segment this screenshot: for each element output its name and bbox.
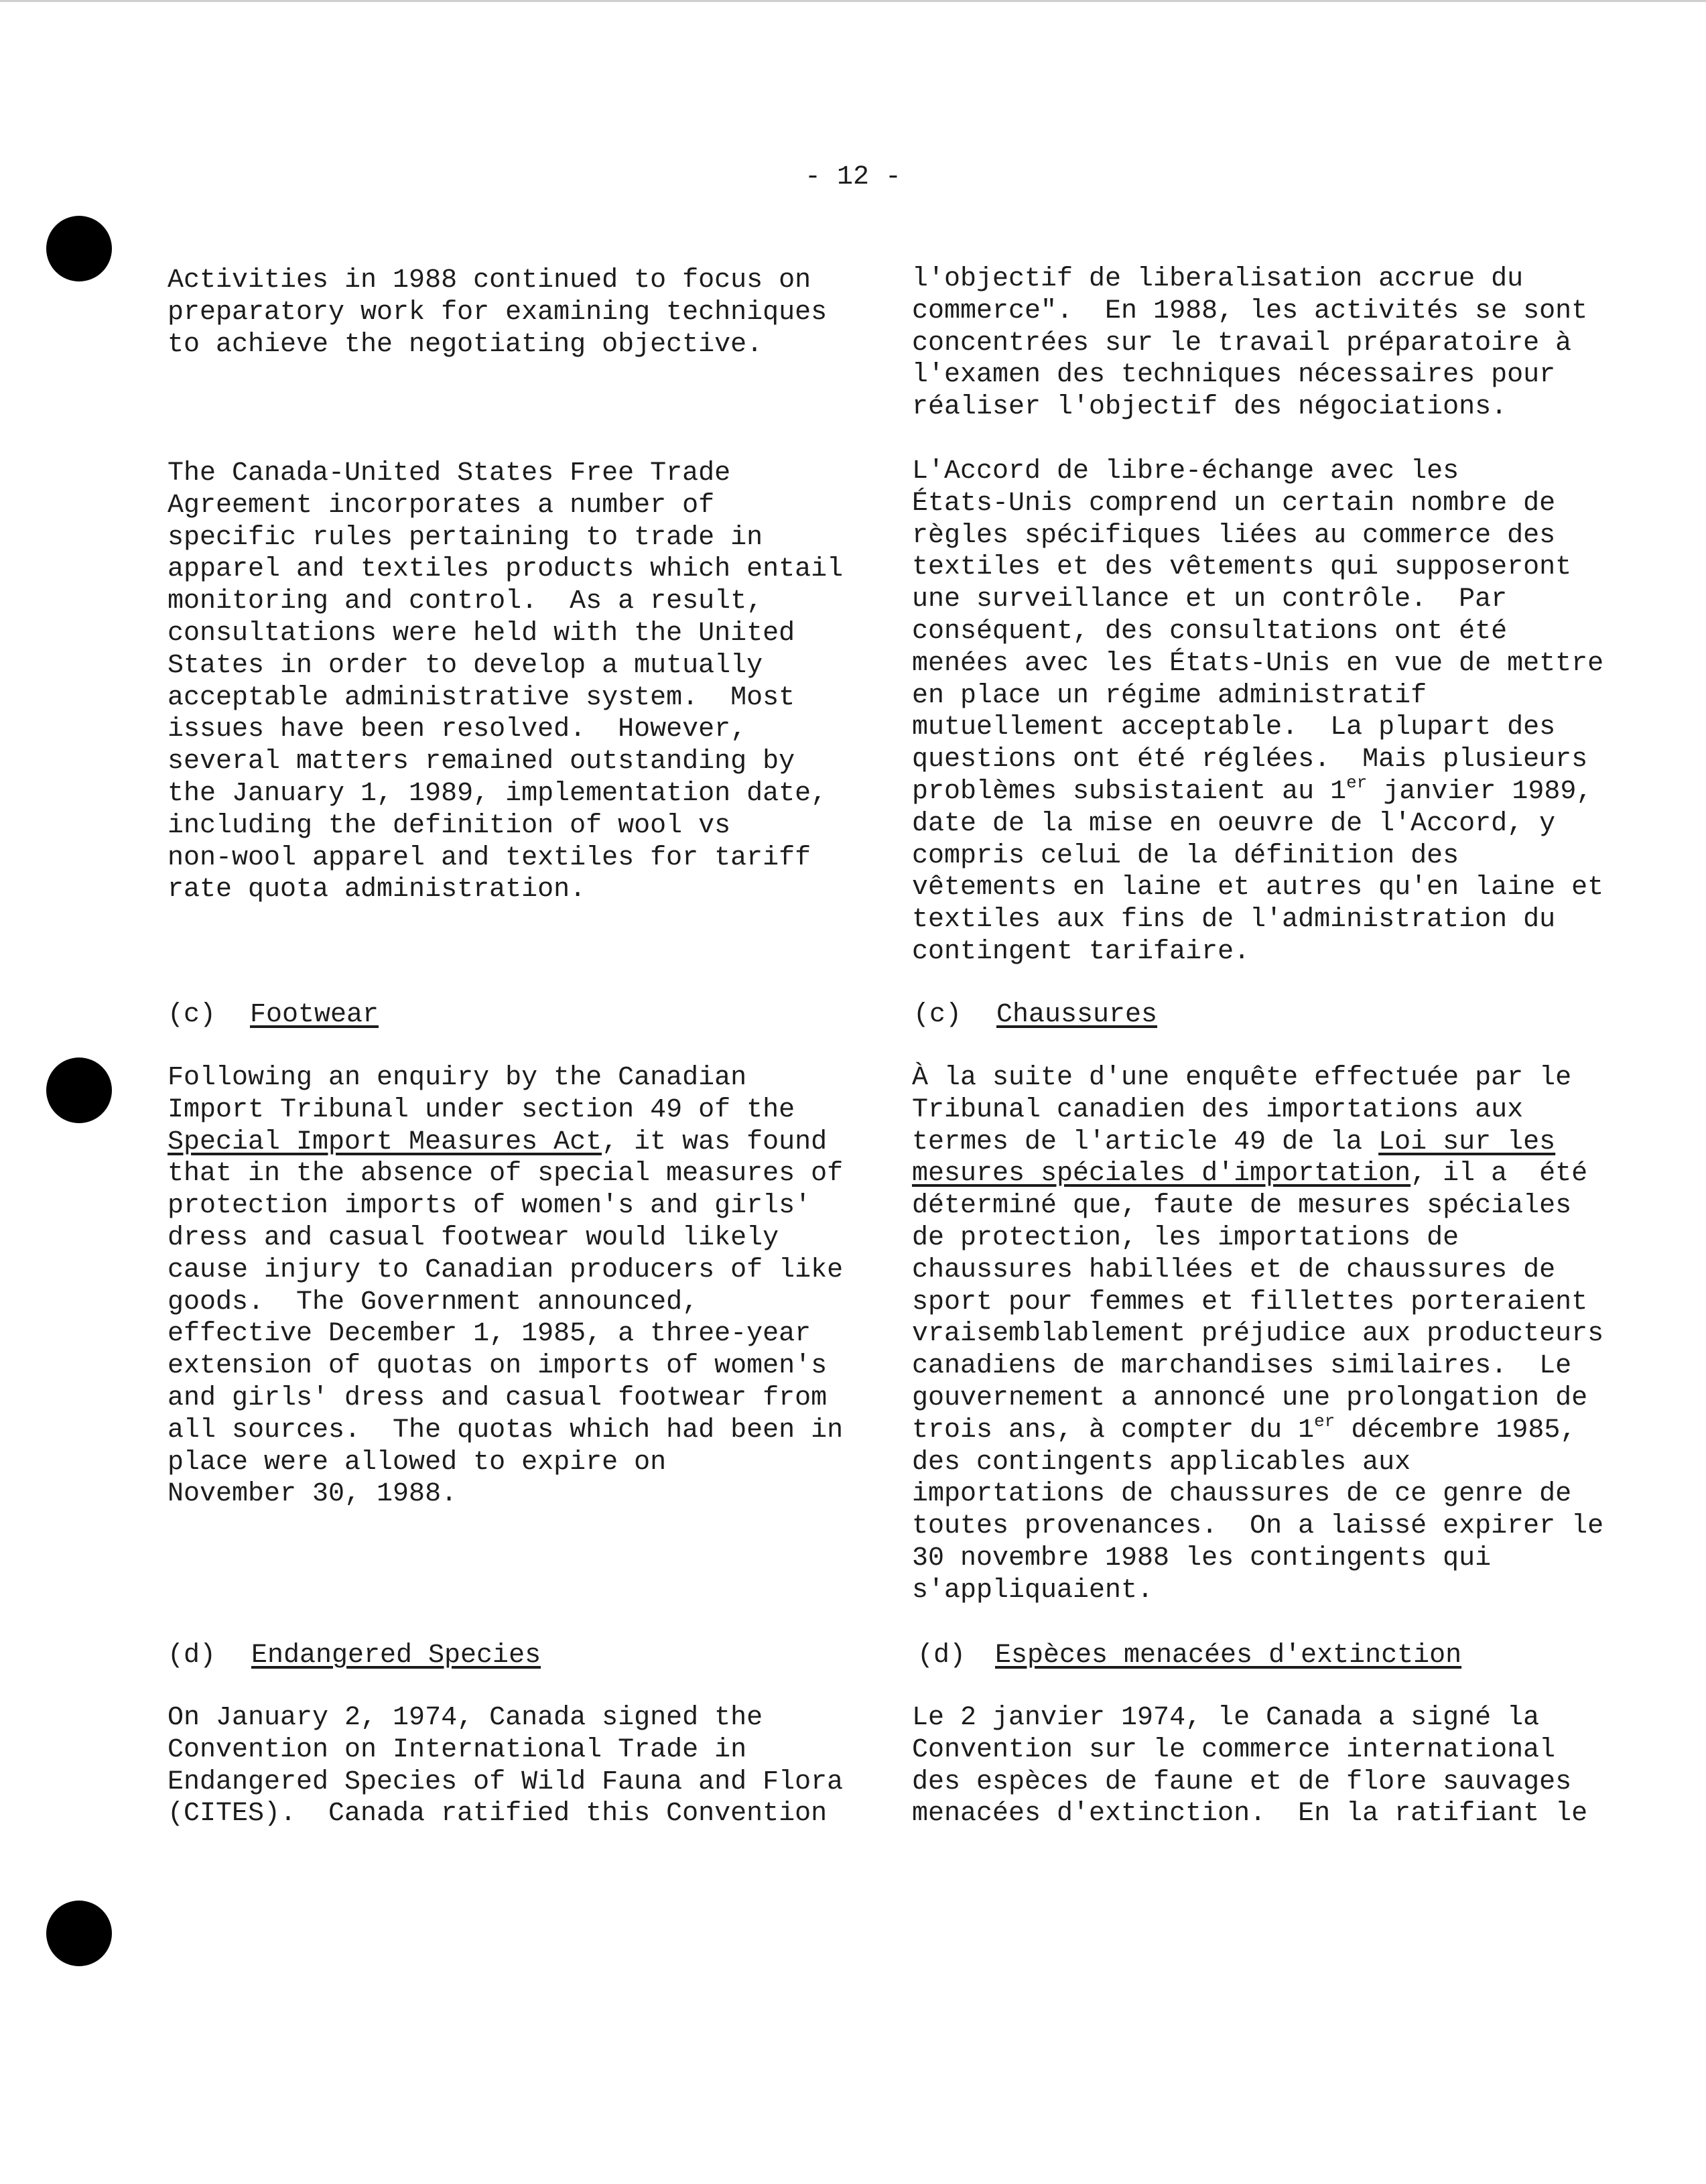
law-title: Loi sur les xyxy=(1378,1127,1556,1157)
french-paragraph-chaussures xyxy=(912,1062,1683,1607)
heading-label: (d) xyxy=(168,1641,216,1671)
text-run: À la suite d'une enquête effectuée par le Tribunal canadien des importations aux termes de l'article 49 de la xyxy=(912,1063,1572,1157)
punch-hole-bottom xyxy=(46,1901,112,1966)
english-heading-footwear xyxy=(168,999,379,1031)
page-number: - 12 - xyxy=(804,162,902,192)
text-run: décembre 1985, des contingents applicables aux importations de chaussures de ce genre de toutes provenances. On a laissé expirer le 30 novembre 1988 les contingents qui s'appliquaient. xyxy=(912,1415,1604,1606)
english-paragraph-footwear xyxy=(168,1062,871,1511)
french-paragraph-convention: Le 2 janvier 1974, le Canada a signé la Convention sur le commerce international des espèces de faune et de flore sauvages menacées d'extinction. En la ratifiant le xyxy=(912,1703,1588,1829)
heading-label: (d) xyxy=(917,1641,966,1671)
page-top-edge xyxy=(0,0,1706,2)
english-paragraph-activities: Activities in 1988 continued to focus on preparatory work for examining techniques to achieve the negotiating objective. xyxy=(168,265,828,360)
text-run: , il a été déterminé que, faute de mesures spéciales de protection, les importations de chaussures habillées et de chaussures de sport pour femmes et fillettes porteraient vraisemblablement préjudice aux producteurs canadiens de marchandises similaires. Le gouvernement a annoncé une prolongation de trois ans, à compter du 1 xyxy=(912,1159,1604,1446)
heading-label: (c) xyxy=(913,1000,962,1030)
heading-label: (c) xyxy=(168,1000,216,1030)
text-run: Following an enquiry by the Canadian Import Tribunal under section 49 of the xyxy=(168,1063,795,1125)
text-run: L'Accord de libre-échange avec les États-Unis comprend un certain nombre de règles spécifiques liées au commerce des textiles et des vêtements qui supposeront une surveillance et un contrôle. Par conséquent, des consultations ont été menées avec les États-Unis en vue de mettre en place un régime administratif mutuellement acceptable. La plupart des questions ont été réglées. Mais plusieurs problèmes subsistaient au 1 xyxy=(912,456,1604,807)
punch-hole-middle xyxy=(46,1057,112,1123)
heading-title: Endangered Species xyxy=(251,1641,541,1671)
english-paragraph-cites: On January 2, 1974, Canada signed the Convention on International Trade in Endangered Species of Wild Fauna and Flora (CITES). Canada ratified this Convention xyxy=(168,1703,844,1829)
superscript: er xyxy=(1314,1411,1335,1431)
heading-title: Chaussures xyxy=(996,1000,1158,1030)
french-heading-chaussures xyxy=(913,999,1157,1031)
text-run: janvier 1989, date de la mise en oeuvre de l'Accord, y compris celui de la définition des vêtements en laine et autres qu'en laine et textiles aux fins de l'administration du contingent tarifaire. xyxy=(912,776,1604,967)
french-paragraph-libre-echange xyxy=(912,456,1683,968)
act-title: Special Import Measures Act xyxy=(168,1127,602,1157)
french-heading-especes-menacees xyxy=(917,1640,1461,1672)
law-title: mesures spéciales d'importation xyxy=(912,1159,1411,1190)
heading-title: Footwear xyxy=(250,1000,379,1030)
superscript: er xyxy=(1346,772,1368,793)
english-paragraph-free-trade: The Canada-United States Free Trade Agreement incorporates a number of specific rules pertaining to trade in apparel and textiles products which entail monitoring and control. As a result, consultations were held with the United States in order to develop a mutually acceptable administrative system. Most issues have been resolved. However, several matters remained outstanding by the January 1, 1989, implementation date, including the definition of wool vs non-wool apparel and textiles for tariff rate quota administration. xyxy=(168,458,844,905)
heading-title: Espèces menacées d'extinction xyxy=(995,1641,1462,1671)
punch-hole-top xyxy=(46,216,112,281)
french-paragraph-activites: l'objectif de liberalisation accrue du commerce". En 1988, les activités se sont concentrées sur le travail préparatoire à l'examen des techniques nécessaires pour réaliser l'objectif des négociations. xyxy=(912,264,1588,423)
text-run: , it was found that in the absence of special measures of protection imports of women's and girls' dress and casual footwear would likely cause injury to Canadian producers of like goods. The Government announced, effective December 1, 1985, a three-year extension of quotas on imports of women's and girls' dress and casual footwear from all sources. The quotas which had been in place were allowed to expire on November 30, 1988. xyxy=(168,1127,844,1510)
english-heading-endangered-species xyxy=(168,1640,541,1672)
